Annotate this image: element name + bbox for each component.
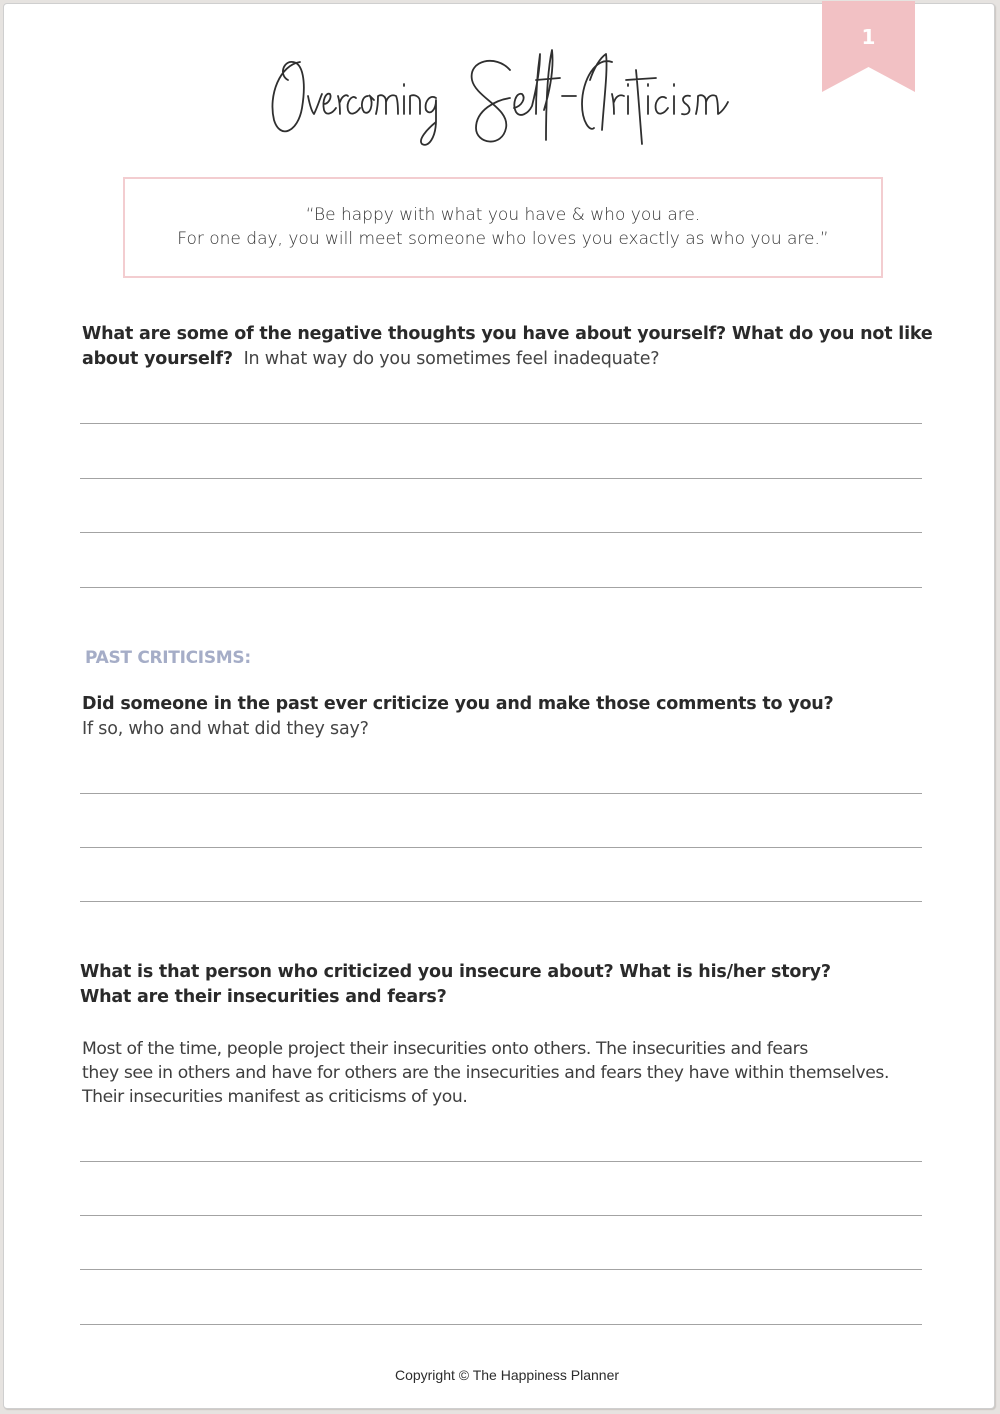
answer-line[interactable] [80,423,922,424]
answer-line[interactable] [80,478,922,479]
answer-line[interactable] [80,1324,922,1325]
answer-line[interactable] [80,901,922,902]
question-2-light: If so, who and what did they say? [82,719,369,739]
worksheet-page [3,3,995,1409]
answer-line[interactable] [80,1215,922,1216]
quote-box [123,177,883,278]
paragraph-line-3: Their insecurities manifest as criticisms of you. [82,1087,468,1107]
question-3-bold-line-2: What are their insecurities and fears? [80,987,447,1007]
paragraph-line-2: they see in others and have for others are the insecurities and fears they have within themselves. [82,1063,890,1083]
page-number: 1 [861,25,876,49]
question-negative-thoughts [82,322,952,372]
quote-line-1: “Be happy with what you have & who you are. [305,205,701,225]
question-1-bold-line-2: about yourself? [82,349,233,369]
answer-line[interactable] [80,793,922,794]
answer-line[interactable] [80,532,922,533]
question-1-light: In what way do you sometimes feel inadequate? [243,349,660,369]
quote-line-2: For one day, you will meet someone who loves you exactly as who you are.” [177,229,829,249]
answer-line[interactable] [80,587,922,588]
question-3-bold-line-1: What is that person who criticized you insecure about? What is his/her story? [80,962,831,982]
script-title-graphic [260,40,740,152]
explanation-paragraph [82,1037,962,1109]
copyright-footer: Copyright © The Happiness Planner [394,1367,620,1383]
question-critic-insecurities [80,960,950,1010]
question-1-bold-line-1: What are some of the negative thoughts you have about yourself? What do you not like [82,324,933,344]
question-past-criticism [82,692,952,742]
question-2-bold: Did someone in the past ever criticize you and make those comments to you? [82,694,834,714]
section-label-past-criticisms: PAST CRITICISMS: [85,648,251,668]
answer-line[interactable] [80,1269,922,1270]
paragraph-line-1: Most of the time, people project their insecurities onto others. The insecurities and fears [82,1039,808,1059]
answer-line[interactable] [80,847,922,848]
answer-line[interactable] [80,1161,922,1162]
page-title [4,40,996,160]
